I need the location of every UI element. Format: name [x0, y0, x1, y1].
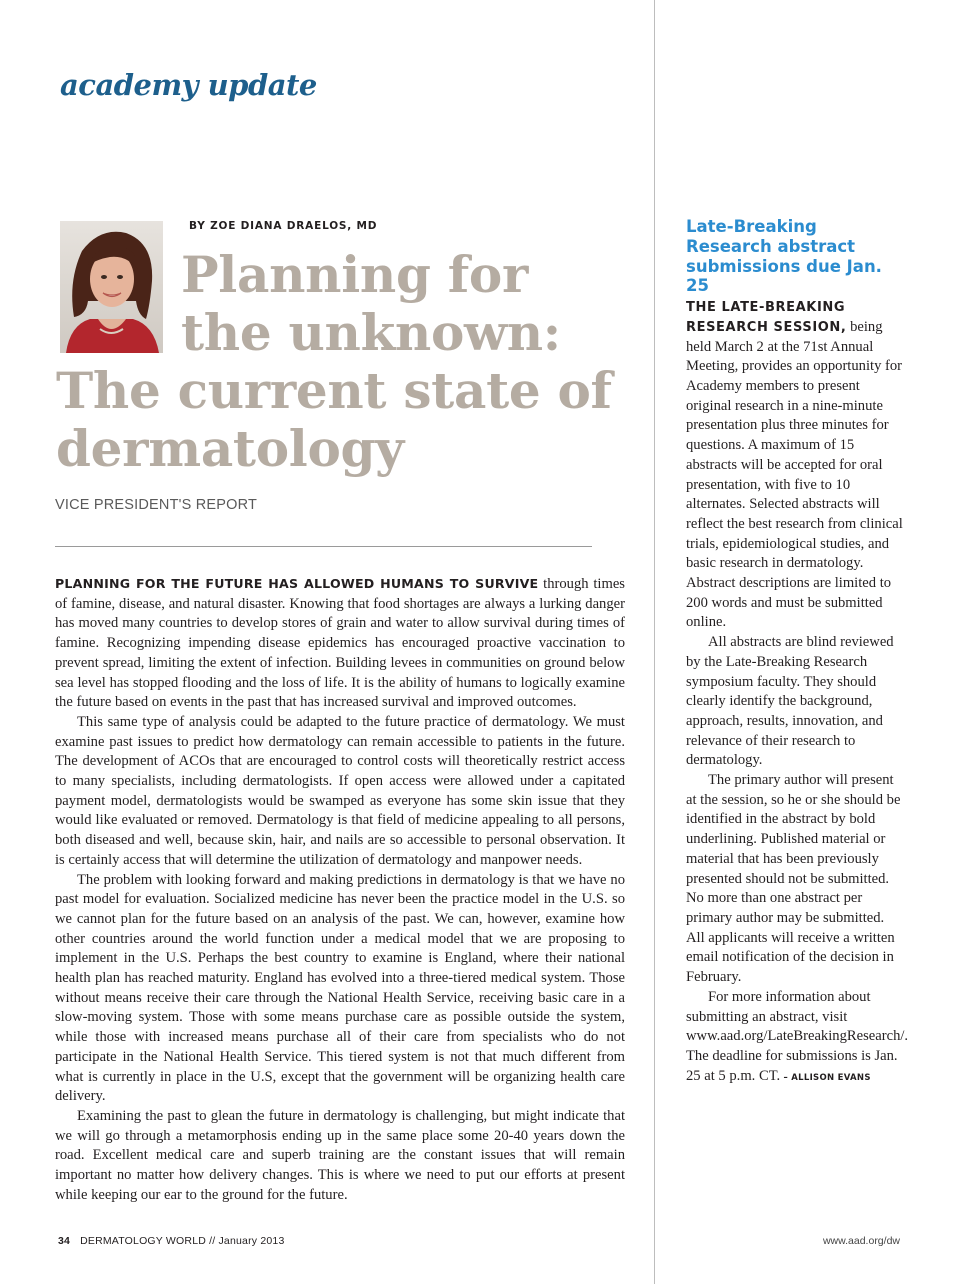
- sidebar-paragraph-text: being held March 2 at the 71st Annual Meeting, provides an opportunity for Academy members to present original research in a nine-minute presentation plus three minutes for questions. A maximum of 15 abstracts will be accepted for oral presentation, with five to 10 alternates. Selected abstracts will reflect the best research from clinical trials, epidemiological studies, and basic research in dermatology. Abstract descriptions are limited to 200 words and must be submitted online.: [686, 318, 903, 631]
- footer-folio: [58, 1235, 285, 1247]
- sidebar-news-item: [686, 217, 909, 1088]
- title-line: Planning for: [181, 245, 529, 304]
- sidebar-paragraph: All abstracts are blind reviewed by the Late-Breaking Research symposium faculty. They should clearly identify the background, approach, results, innovation, and relevance of their research to dermatology.: [686, 634, 894, 769]
- footer-url[interactable]: www.aad.org/dw: [822, 1235, 900, 1247]
- column-divider: [654, 0, 655, 1284]
- title-line: dermatology: [56, 419, 404, 478]
- sidebar-body: [686, 298, 909, 1088]
- sidebar-title: Late-Breaking Research abstract submissions due Jan. 25: [686, 217, 882, 296]
- sidebar-paragraph-text: For more information about submitting an abstract, visit www.aad.org/LateBreakingResearch/. The deadline for submissions is Jan. 25 at 5 p.m. CT.: [686, 988, 909, 1084]
- article-body: [55, 574, 625, 1206]
- article-title: [56, 246, 636, 478]
- sidebar-paragraph: The primary author will present at the session, so he or she should be identified in the abstract by bold underlining. Published material or material that has been previously presented should not be submitted. No more than one abstract per primary author may be submitted. All applicants will receive a written email notification of the decision in February.: [686, 772, 901, 986]
- article-paragraph: Examining the past to glean the future in dermatology is challenging, but might indicate that we will go through a metamorphosis ending up in the same place some 20-40 years down the road. Excellent medical care and superb training are the constant issues that will remain important no matter how delivery changes. This is where we need to put our efforts at present while keeping our ear to the ground for the future.: [55, 1107, 625, 1203]
- sidebar-signature: – ALLISON EVANS: [780, 1072, 871, 1083]
- sidebar-paragraph: [686, 298, 903, 633]
- page-number: 34: [58, 1235, 71, 1247]
- sidebar-paragraph: [686, 988, 909, 1089]
- article-lead-in: PLANNING FOR THE FUTURE HAS ALLOWED HUMANS TO SURVIVE: [55, 576, 539, 591]
- title-line: the unknown:: [181, 303, 561, 362]
- publication-name: DERMATOLOGY WORLD // January 2013: [80, 1235, 285, 1247]
- article-paragraph: [55, 574, 625, 713]
- sidebar-lead-in: THE LATE-BREAKING RESEARCH SESSION,: [686, 300, 847, 335]
- title-line: The current state of: [56, 361, 612, 420]
- article-subtitle: VICE PRESIDENT'S REPORT: [55, 497, 258, 513]
- article-paragraph-text: through times of famine, disease, and natural disaster. Knowing that food shortages are always a lurking danger has moved many countries to develop stores of grain and water to allow survival during times of famine. Recognizing impending disease epidemics has encouraged proactive vaccination to prevent spread, limiting the extent of infection. Building levees in communities on ground below sea level has stopped flooding and the loss of life. It is the ability of humans to logically examine the future based on events in the past that has increased survival and improved outcomes.: [55, 576, 625, 711]
- article-paragraph: This same type of analysis could be adapted to the future practice of dermatology. We must examine past issues to predict how dermatology can remain accessible to patients in the future. The development of ACOs that are encouraged to control costs will theoretically restrict access to many specialists, including dermatologists. If open access were allowed under a capitated payment model, dermatologists would be swamped as everyone has some skin issue that they would like evaluated or removed. Dermatology is that field of medicine appealing to all persons, both diseased and well, because skin, hair, and nails are so accessible to personal observation. It is certainly access that will determine the utilization of dermatology and manpower needs.: [55, 713, 625, 868]
- section-label: academy update: [60, 68, 317, 102]
- title-divider: [55, 546, 592, 547]
- article-paragraph: The problem with looking forward and making predictions in dermatology is that we have no past model for evaluation. Socialized medicine has never been the practice model in the U.S. so we cannot plan for the future based on an analysis of the past. We can, however, examine how other countries around the world function under a medical model that we are proposing to implement in the U.S. Perhaps the best country to examine is England, where their national health plan has reached maturity. England has evolved into a three-tiered medical system. Those without means receive their care through the National Health Service, receiving basic care in a slow-moving system. Those with some means purchase care as possible outside the system, while those with increased means purchase all of their care from specialists who do not participate in the National Health Service. This tiered system is not that much different from what is currently in place in the U.S, except that the government will be organizing health care delivery.: [55, 871, 625, 1105]
- byline: BY ZOE DIANA DRAELOS, MD: [189, 220, 378, 232]
